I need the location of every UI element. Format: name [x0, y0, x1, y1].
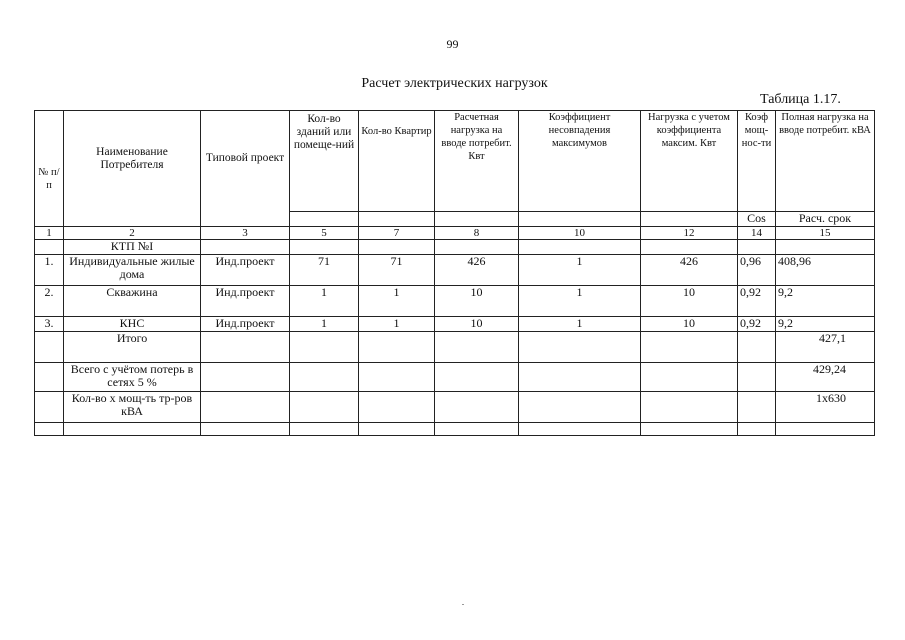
row-buildings: 1 — [290, 317, 359, 332]
column-number: 14 — [738, 227, 776, 240]
column-number: 8 — [435, 227, 519, 240]
group-row — [35, 240, 875, 255]
row-type: Инд.проект — [201, 255, 290, 286]
load-calculation-table — [34, 110, 875, 436]
row-calc-load: 10 — [435, 317, 519, 332]
row-load: 10 — [641, 286, 738, 317]
row-coef: 1 — [519, 255, 641, 286]
total-row — [35, 332, 875, 363]
row-load: 10 — [641, 317, 738, 332]
header-buildings: Кол-во зданий или помеще-ний — [290, 111, 359, 212]
transformers-row — [35, 392, 875, 423]
scan-artifact — [462, 604, 464, 605]
page-title: Расчет электрических нагрузок — [361, 76, 548, 91]
column-number: 2 — [64, 227, 201, 240]
row-num: 3. — [35, 317, 64, 332]
table-caption: Таблица 1.17. — [760, 92, 841, 107]
header-calc-load: Расчетная нагрузка на вводе потребит. Квт — [435, 111, 519, 212]
row-apartments: 1 — [359, 286, 435, 317]
row-cos: 0,92 — [738, 317, 776, 332]
header-full-load: Полная нагрузка на вводе потребит. кВА — [776, 111, 875, 212]
total-label: Итого — [64, 332, 201, 363]
table-row — [35, 286, 875, 317]
empty-row — [35, 423, 875, 436]
row-type: Инд.проект — [201, 317, 290, 332]
row-name: Индивидуальные жилые дома — [64, 255, 201, 286]
header-coef-mismatch: Коэффициент несовпадения максимумов — [519, 111, 641, 212]
row-coef: 1 — [519, 317, 641, 332]
total-value: 427,1 — [776, 332, 875, 363]
header-apartments: Кол-во Квартир — [359, 111, 435, 212]
row-num: 1. — [35, 255, 64, 286]
row-buildings: 1 — [290, 286, 359, 317]
column-number: 3 — [201, 227, 290, 240]
page-number: 99 — [446, 37, 459, 51]
row-calc-load: 426 — [435, 255, 519, 286]
row-full-load: 9,2 — [776, 317, 875, 332]
row-coef: 1 — [519, 286, 641, 317]
loss-row — [35, 363, 875, 392]
row-full-load: 408,96 — [776, 255, 875, 286]
row-calc-load: 10 — [435, 286, 519, 317]
row-name: КНС — [64, 317, 201, 332]
header-calc-term: Расч. срок — [776, 212, 875, 227]
header-power-factor: Коэф мощ-нос-ти — [738, 111, 776, 212]
column-number: 7 — [359, 227, 435, 240]
column-number: 12 — [641, 227, 738, 240]
row-apartments: 1 — [359, 317, 435, 332]
column-number-row — [35, 227, 875, 240]
column-number: 5 — [290, 227, 359, 240]
row-buildings: 71 — [290, 255, 359, 286]
loss-value: 429,24 — [776, 363, 875, 392]
header-cos: Cos — [738, 212, 776, 227]
row-apartments: 71 — [359, 255, 435, 286]
column-number: 10 — [519, 227, 641, 240]
header-type: Типовой проект — [201, 111, 290, 227]
row-num: 2. — [35, 286, 64, 317]
row-name: Скважина — [64, 286, 201, 317]
table-row — [35, 255, 875, 286]
row-type: Инд.проект — [201, 286, 290, 317]
group-title: КТП №I — [64, 240, 201, 255]
column-number: 15 — [776, 227, 875, 240]
row-full-load: 9,2 — [776, 286, 875, 317]
column-number: 1 — [35, 227, 64, 240]
row-cos: 0,92 — [738, 286, 776, 317]
row-cos: 0,96 — [738, 255, 776, 286]
header-load-with-coef: Нагрузка с учетом коэффициента максим. Квт — [641, 111, 738, 212]
row-load: 426 — [641, 255, 738, 286]
transformers-label: Кол-во х мощ-ть тр-ров кВА — [64, 392, 201, 423]
table-row — [35, 317, 875, 332]
header-name: Наименование Потребителя — [64, 111, 201, 227]
transformers-value: 1х630 — [776, 392, 875, 423]
header-num: № п/п — [35, 111, 64, 227]
loss-label: Всего с учётом потерь в сетях 5 % — [64, 363, 201, 392]
header-row — [35, 111, 875, 212]
